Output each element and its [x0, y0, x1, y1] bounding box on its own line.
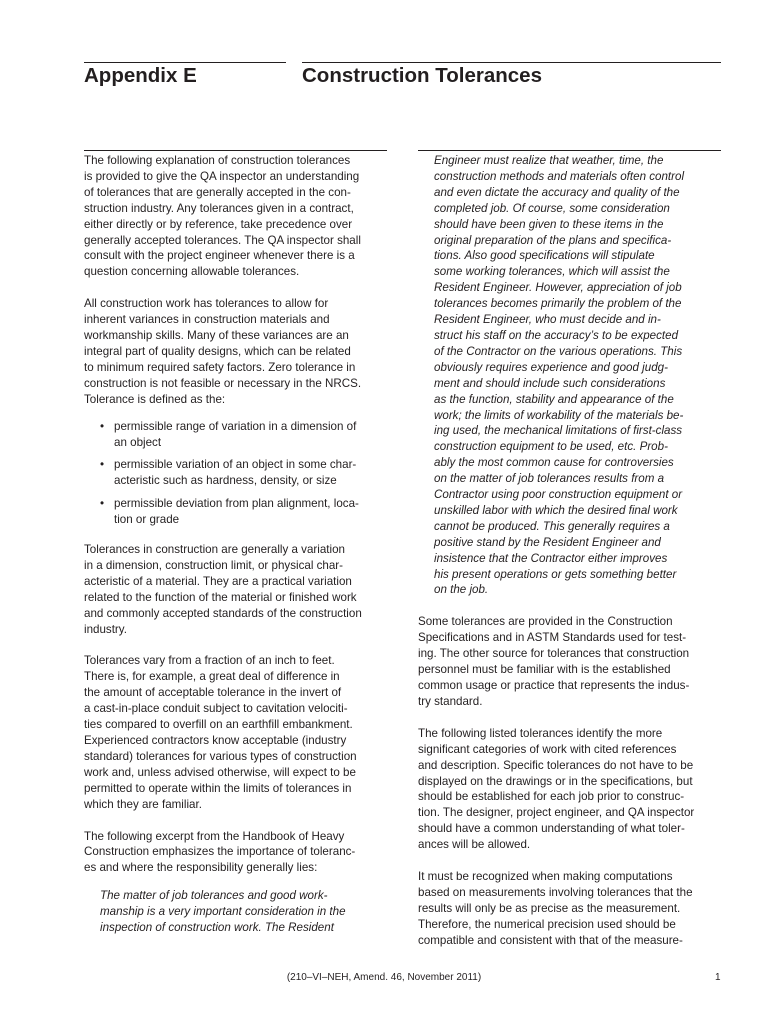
text-line: ties compared to overfill on an earthfill embankment. — [84, 718, 353, 732]
text-line: Tolerances in construction are generally a variation — [84, 543, 346, 557]
text-line: construction methods and materials often control — [434, 169, 685, 183]
text-line: positive stand by the Resident Engineer and — [434, 535, 661, 549]
text-line: The following listed tolerances identify the more — [418, 726, 663, 740]
text-line: significant categories of work with cited references — [418, 742, 677, 756]
text-line: Resident Engineer. However, appreciation of job — [434, 281, 682, 295]
text-line: The following explanation of construction tolerances — [84, 154, 351, 167]
text-line: work; the limits of workability of the materials be- — [434, 408, 684, 422]
text-line: as the function, stability and appearance of the — [434, 392, 674, 406]
text-line: original preparation of the plans and specifica- — [434, 233, 672, 247]
text-line: obviously requires experience and good judg- — [434, 360, 668, 374]
text-line: unskilled labor with which the desired final work — [434, 503, 678, 517]
text-line: completed job. Of course, some consideration — [434, 201, 670, 215]
text-line: Therefore, the numerical precision used should be — [418, 917, 676, 931]
page-number: 1 — [715, 972, 721, 983]
appendix-label: Appendix E — [84, 64, 197, 87]
text-line: acteristic of a material. They are a practical variation — [84, 574, 352, 588]
text-line: the amount of acceptable tolerance in the invert of — [84, 686, 342, 700]
text-line: integral part of quality designs, which can be related — [84, 344, 351, 358]
text-line: insistence that the Contractor either improves — [434, 551, 668, 565]
text-line: inspection of construction work. The Resident — [100, 921, 334, 935]
column-rule-left — [84, 150, 387, 151]
list-item — [84, 457, 394, 489]
list-item — [84, 419, 394, 451]
header-rule-right — [302, 62, 721, 63]
text-line: should have been given to these items in the — [434, 217, 664, 231]
bullet-icon: • — [100, 497, 105, 511]
text-line: It must be recognized when making computations — [418, 870, 673, 884]
text-line: tion or grade — [114, 513, 180, 527]
text-line: of the Contractor on the various operations. This — [434, 344, 683, 358]
text-line: Specifications and in ASTM Standards used for test- — [418, 631, 687, 645]
bullet-icon: • — [100, 458, 105, 472]
text-line: tions. Also good specifications will stipulate — [434, 249, 655, 263]
text-line: related to the function of the material or finished work — [84, 590, 357, 604]
text-line: ment and should include such considerations — [434, 376, 666, 390]
text-line: All construction work has tolerances to allow for — [84, 297, 329, 311]
text-line: ances will be allowed. — [418, 838, 531, 852]
text-line: and even dictate the accuracy and quality of the — [434, 185, 680, 199]
text-line: an object — [114, 435, 162, 449]
text-line: industry. — [84, 622, 127, 636]
page-title: Construction Tolerances — [302, 64, 542, 87]
text-line: ing used, the mechanical limitations of first-class — [434, 424, 683, 438]
text-line: construction is not feasible or necessary in the NRCS. — [84, 376, 362, 390]
text-line: ing. The other source for tolerances that construction — [418, 647, 690, 661]
text-line: The matter of job tolerances and good work- — [100, 889, 328, 903]
text-line: and description. Specific tolerances do not have to be — [418, 758, 694, 772]
text-line: The following excerpt from the Handbook of Heavy — [84, 829, 345, 843]
text-line: compatible and consistent with that of the measure- — [418, 933, 683, 947]
text-line: struction industry. Any tolerances given in a contract, — [84, 201, 354, 215]
bullet-icon: • — [100, 419, 105, 433]
footer-citation: (210–VI–NEH, Amend. 46, November 2011) — [286, 972, 482, 983]
text-line: a cast-in-place conduit subject to cavitation velociti- — [84, 702, 348, 716]
text-line: is provided to give the QA inspector an understanding — [84, 169, 360, 183]
paragraph — [84, 153, 394, 280]
text-line: which they are familiar. — [84, 797, 202, 811]
text-line: cannot be produced. This generally requires a — [434, 519, 670, 533]
text-line: of tolerances that are generally accepted in the con- — [84, 185, 351, 199]
text-line: struct his staff on the accuracy’s to be expected — [434, 328, 679, 342]
text-line: to minimum required safety factors. Zero tolerance in — [84, 360, 356, 374]
text-line: generally accepted tolerances. The QA inspector shall — [84, 233, 361, 247]
text-line: permissible variation of an object in some char- — [114, 458, 357, 472]
column-rule-right — [418, 150, 721, 151]
paragraph — [84, 542, 394, 637]
left-column — [84, 153, 394, 936]
text-line: question concerning allowable tolerances. — [84, 265, 300, 279]
text-line: standard) tolerances for various types of construction — [84, 749, 357, 763]
text-line: es and where the responsibility generally lies: — [84, 861, 318, 875]
text-line: permissible range of variation in a dimension of — [114, 419, 357, 433]
text-line: Construction emphasizes the importance of toleranc- — [84, 845, 356, 859]
paragraph — [84, 653, 394, 812]
text-line: construction equipment to be used, etc. Prob- — [434, 440, 668, 454]
text-line: should be established for each job prior to construc- — [418, 790, 685, 804]
text-line: inherent variances in construction materials and — [84, 313, 330, 327]
text-line: Tolerances vary from a fraction of an inch to feet. — [84, 654, 335, 668]
text-line: consult with the project engineer whenever there is a — [84, 249, 355, 263]
text-line: Resident Engineer, who must decide and in- — [434, 313, 661, 327]
text-line: permissible deviation from plan alignment, loca- — [114, 497, 359, 511]
text-line: should have a common understanding of what toler- — [418, 822, 685, 836]
paragraph — [418, 869, 728, 949]
text-line: Contractor using poor construction equipment or — [434, 488, 683, 502]
text-line: Engineer must realize that weather, time, the — [434, 154, 664, 167]
text-line: common usage or practice that represents the indus- — [418, 679, 690, 692]
text-line: workmanship skills. Many of these variances are an — [84, 329, 349, 343]
tolerance-definition-list — [84, 419, 394, 528]
text-line: some working tolerances, which will assist the — [434, 265, 670, 279]
text-line: based on measurements involving tolerances that the — [418, 885, 693, 899]
text-line: Tolerance is defined as the: — [84, 392, 226, 406]
text-line: in a dimension, construction limit, or physical char- — [84, 558, 344, 572]
text-line: displayed on the drawings or in the specifications, but — [418, 774, 693, 788]
right-column — [418, 153, 728, 949]
text-line: on the matter of job tolerances results from a — [434, 472, 665, 486]
paragraph — [84, 296, 394, 407]
text-line: permitted to operate within the limits of tolerances in — [84, 781, 352, 795]
text-line: acteristic such as hardness, density, or size — [114, 474, 337, 488]
text-line: his present operations or gets something better — [434, 567, 677, 581]
text-line: Experienced contractors know acceptable (industry — [84, 734, 347, 747]
paragraph — [84, 829, 394, 877]
text-line: manship is a very important consideration in the — [100, 905, 346, 919]
paragraph — [418, 614, 728, 709]
text-line: tolerances becomes primarily the problem of the — [434, 297, 682, 311]
block-quote — [418, 153, 728, 598]
text-line: try standard. — [418, 694, 483, 708]
text-line: on the job. — [434, 583, 489, 597]
block-quote — [84, 888, 394, 936]
text-line: There is, for example, a great deal of difference in — [84, 670, 340, 684]
text-line: tion. The designer, project engineer, and QA inspector — [418, 806, 695, 820]
text-line: results will only be as precise as the measurement. — [418, 901, 681, 915]
text-line: work and, unless advised otherwise, will expect to be — [84, 765, 356, 779]
text-line: ably the most common cause for controversies — [434, 456, 674, 470]
list-item — [84, 496, 394, 528]
paragraph — [418, 726, 728, 853]
text-line: either directly or by reference, take precedence over — [84, 217, 353, 231]
text-line: and commonly accepted standards of the construction — [84, 606, 362, 620]
text-line: personnel must be familiar with is the established — [418, 663, 671, 677]
header-rule-left — [84, 62, 286, 63]
text-line: Some tolerances are provided in the Construction — [418, 615, 673, 629]
